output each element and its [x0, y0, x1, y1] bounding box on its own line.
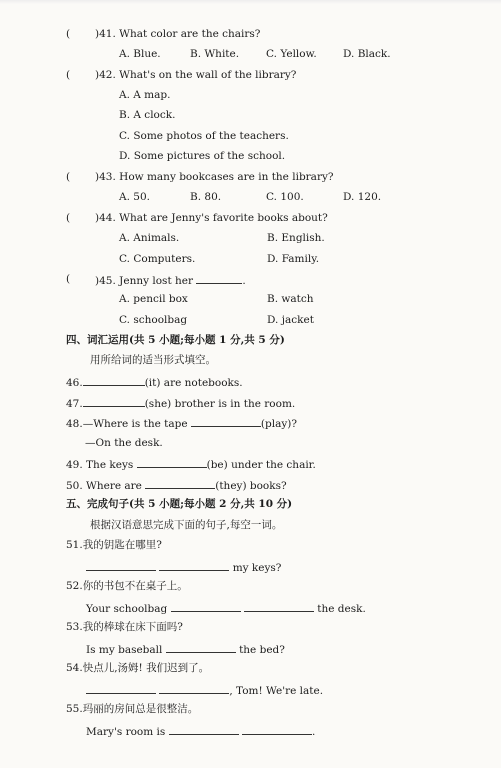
answer-line-54: , Tom! We're late.	[86, 682, 323, 698]
option-44a: A. Animals.	[119, 232, 180, 244]
answer-paren-43: (	[66, 171, 71, 183]
option-41b: B. White.	[190, 48, 240, 60]
option-45d: D. jacket	[267, 314, 314, 326]
blank-45[interactable]	[196, 272, 242, 284]
blank-51b[interactable]	[159, 559, 229, 571]
question-41: )41. What color are the chairs?	[95, 28, 261, 40]
prompt-51: 51.我的钥匙在哪里?	[66, 539, 162, 551]
blank-53[interactable]	[166, 641, 236, 653]
option-44c: C. Computers.	[119, 253, 196, 265]
option-41d: D. Black.	[343, 48, 391, 60]
section-4-title: 四、词汇运用(共 5 小题;每小题 1 分,共 5 分)	[66, 334, 285, 346]
answer-line-53: Is my baseball the bed?	[86, 641, 285, 657]
option-43d: D. 120.	[343, 191, 382, 203]
answer-paren-42: (	[66, 69, 71, 81]
question-46: 46. (it) are notebooks.	[66, 374, 243, 390]
prompt-54: 54.快点儿,汤姆! 我们迟到了。	[66, 662, 210, 674]
answer-line-52: Your schoolbag the desk.	[86, 600, 366, 616]
blank-47[interactable]	[83, 395, 145, 407]
blank-55b[interactable]	[242, 723, 312, 735]
question-45: )45. Jenny lost her .	[95, 272, 246, 288]
section-4-instruction: 用所给词的适当形式填空。	[90, 354, 216, 366]
blank-52b[interactable]	[244, 600, 314, 612]
reply-48: —On the desk.	[85, 437, 163, 449]
option-41a: A. Blue.	[119, 48, 161, 60]
question-42: )42. What's on the wall of the library?	[95, 69, 297, 81]
blank-48[interactable]	[191, 415, 261, 427]
option-42b: B. A clock.	[119, 109, 176, 121]
question-50: 50. Where are (they) books?	[66, 477, 287, 493]
option-42a: A. A map.	[119, 89, 171, 101]
question-47: 47. (she) brother is in the room.	[66, 395, 295, 411]
prompt-53: 53.我的棒球在床下面吗?	[66, 621, 183, 633]
answer-line-51: my keys?	[86, 559, 281, 575]
blank-52a[interactable]	[171, 600, 241, 612]
blank-54a[interactable]	[86, 682, 156, 694]
answer-paren-41: (	[66, 28, 71, 40]
option-45b: B. watch	[267, 293, 314, 305]
question-44: )44. What are Jenny's favorite books about?	[95, 212, 328, 224]
scan-edge	[0, 0, 501, 4]
option-43c: C. 100.	[266, 191, 304, 203]
question-49: 49. The keys (be) under the chair.	[66, 456, 316, 472]
answer-paren-44: (	[66, 212, 71, 224]
option-41c: C. Yellow.	[266, 48, 317, 60]
option-42d: D. Some pictures of the school.	[119, 150, 286, 162]
blank-46[interactable]	[83, 374, 145, 386]
section-5-title: 五、完成句子(共 5 小题;每小题 2 分,共 10 分)	[66, 498, 293, 510]
option-43a: A. 50.	[119, 191, 150, 203]
blank-50[interactable]	[145, 477, 215, 489]
option-43b: B. 80.	[190, 191, 222, 203]
blank-51a[interactable]	[86, 559, 156, 571]
question-43: )43. How many bookcases are in the library?	[95, 171, 334, 183]
prompt-55: 55.玛丽的房间总是很整洁。	[66, 703, 199, 715]
option-42c: C. Some photos of the teachers.	[119, 130, 289, 142]
option-44d: D. Family.	[267, 253, 320, 265]
answer-paren-45: (	[66, 273, 71, 285]
option-44b: B. English.	[267, 232, 325, 244]
question-48: 48.—Where is the tape (play)?	[66, 415, 297, 431]
answer-line-55: Mary's room is .	[86, 723, 315, 739]
option-45c: C. schoolbag	[119, 314, 188, 326]
blank-55a[interactable]	[169, 723, 239, 735]
blank-49[interactable]	[137, 456, 207, 468]
section-5-instruction: 根据汉语意思完成下面的句子,每空一词。	[90, 519, 283, 531]
blank-54b[interactable]	[159, 682, 229, 694]
option-45a: A. pencil box	[119, 293, 188, 305]
prompt-52: 52.你的书包不在桌子上。	[66, 580, 188, 592]
